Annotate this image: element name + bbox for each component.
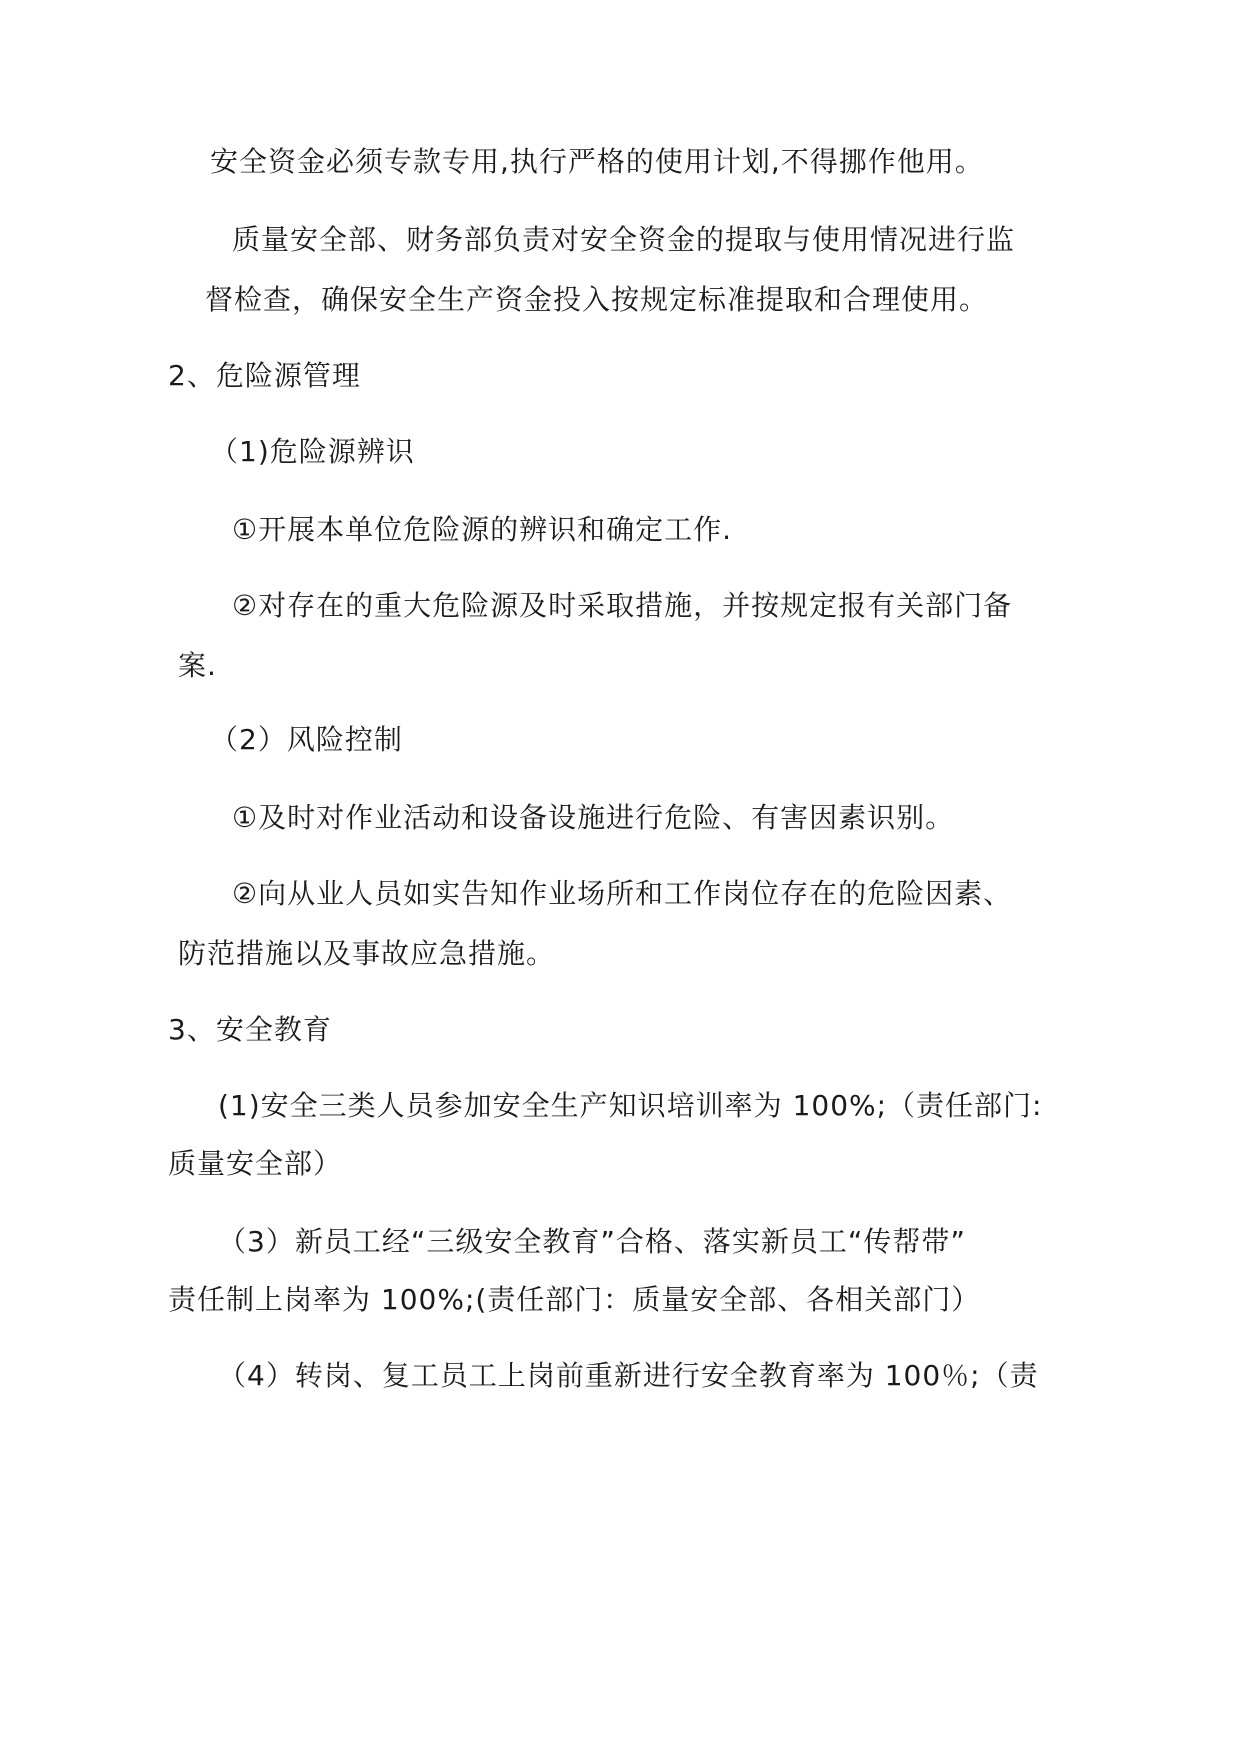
subsection-heading-risk-control: （2）风险控制 bbox=[210, 723, 403, 756]
paragraph-fund-supervision-line-2: 督检查，确保安全生产资金投入按规定标准提取和合理使用。 bbox=[205, 283, 989, 316]
list-item-risk-identification: ①及时对作业活动和设备设施进行危险、有害因素识别。 bbox=[232, 801, 955, 834]
list-item-training-rate-line-1: (1)安全三类人员参加安全生产知识培训率为 100%;（责任部门: bbox=[218, 1089, 1043, 1122]
paragraph-fund-supervision-line-1: 质量安全部、财务部负责对安全资金的提取与使用情况进行监 bbox=[232, 223, 1016, 256]
list-item-identify-hazards: ①开展本单位危险源的辨识和确定工作. bbox=[232, 513, 733, 546]
list-item-inform-workers-line-1: ②向从业人员如实告知作业场所和工作岗位存在的危险因素、 bbox=[232, 877, 1013, 910]
list-item-inform-workers-line-2: 防范措施以及事故应急措施。 bbox=[178, 937, 556, 970]
list-item-new-employee-line-1: （3）新员工经“三级安全教育”合格、落实新员工“传帮带” bbox=[218, 1225, 966, 1258]
list-item-transfer-employee: （4）转岗、复工员工上岗前重新进行安全教育率为 100％;（责 bbox=[218, 1359, 1039, 1392]
section-heading-hazard-management: 2、危险源管理 bbox=[168, 359, 361, 392]
list-item-major-hazards-line-2: 案. bbox=[178, 649, 217, 682]
section-heading-safety-education: 3、安全教育 bbox=[168, 1013, 332, 1046]
subsection-heading-hazard-identification: （1)危险源辨识 bbox=[210, 435, 415, 468]
paragraph-fund-dedicated-use: 安全资金必须专款专用,执行严格的使用计划,不得挪作他用。 bbox=[210, 145, 984, 178]
list-item-training-rate-line-2: 质量安全部） bbox=[168, 1147, 343, 1180]
list-item-major-hazards-line-1: ②对存在的重大危险源及时采取措施，并按规定报有关部门备 bbox=[232, 589, 1013, 622]
list-item-new-employee-line-2: 责任制上岗率为 100%;(责任部门：质量安全部、各相关部门） bbox=[168, 1283, 981, 1316]
